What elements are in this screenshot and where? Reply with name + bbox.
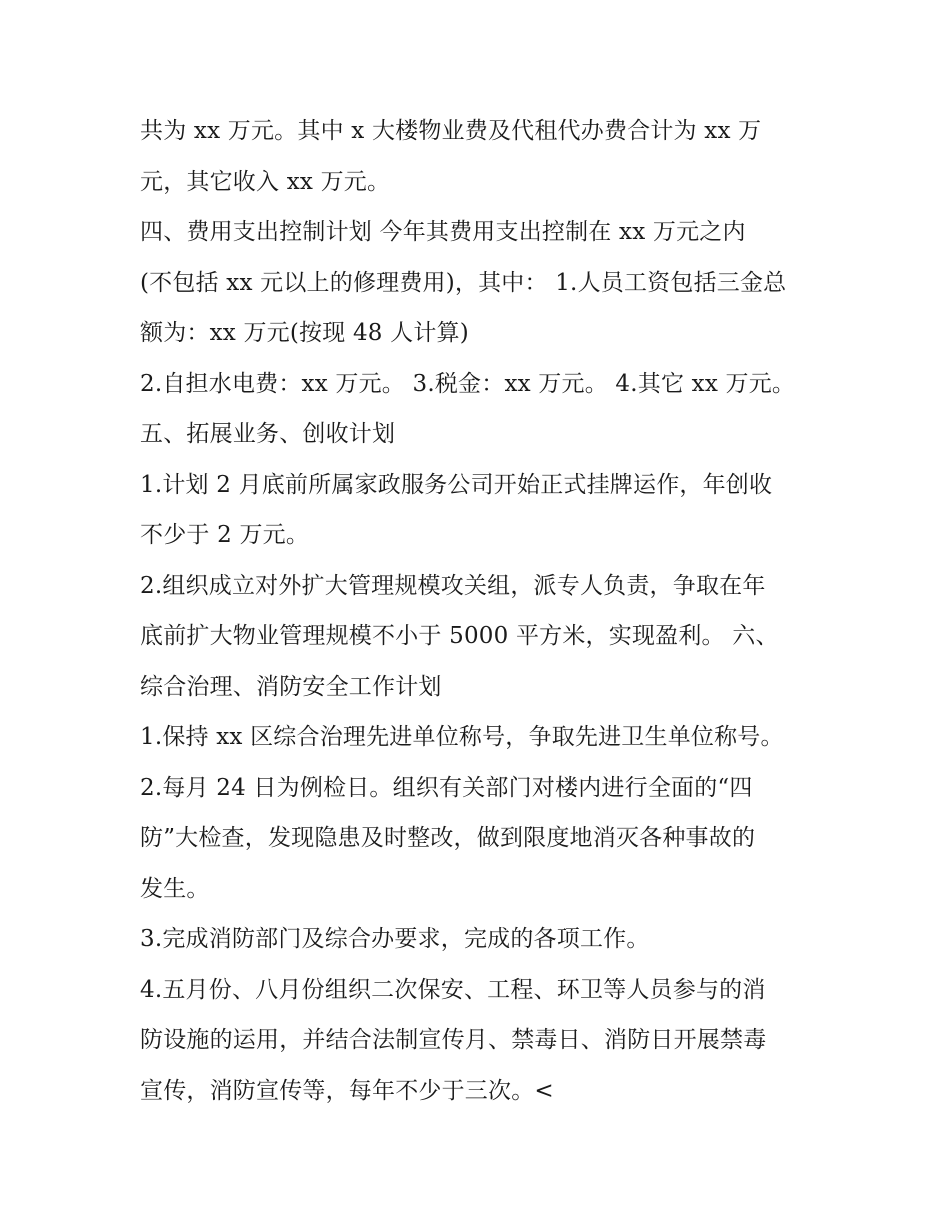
text-line: 3.完成消防部门及综合办要求，完成的各项工作。: [140, 926, 650, 952]
section-heading-line: 综合治理、消防安全工作计划: [140, 673, 442, 700]
text-line: 1.保持 xx 区综合治理先进单位称号，争取先进卫生单位称号。: [140, 724, 784, 750]
text-line: 2.每月 24 日为例检日。组织有关部门对楼内进行全面的“四: [140, 774, 753, 801]
text-line: 2.组织成立对外扩大管理规模攻关组，派专人负责，争取在年: [140, 572, 766, 599]
text-line: (不包括 xx 元以上的修理费用)，其中： 1.人员工资包括三金总: [140, 269, 787, 296]
text-line: 底前扩大物业管理规模不小于 5000 平方米，实现盈利。 六、: [140, 623, 779, 649]
text-line: 宣传，消防宣传等，每年不少于三次。<: [140, 1077, 554, 1104]
text-line: 元，其它收入 xx 万元。: [140, 168, 391, 195]
text-line: 防设施的运用，并结合法制宣传月、禁毒日、消防日开展禁毒: [140, 1027, 767, 1053]
text-line: 发生。: [140, 875, 210, 902]
section-heading-line: 四、费用支出控制计划 今年其费用支出控制在 xx 万元之内: [140, 219, 746, 245]
text-line: 不少于 2 万元。: [140, 522, 310, 548]
text-line: 共为 xx 万元。其中 x 大楼物业费及代租代办费合计为 xx 万: [140, 118, 762, 144]
section-heading-line: 五、拓展业务、创收计划: [140, 421, 396, 447]
text-line: 4.五月份、八月份组织二次保安、工程、环卫等人员参与的消: [140, 976, 766, 1003]
text-line: 2.自担水电费：xx 万元。 3.税金：xx 万元。 4.其它 xx 万元。: [140, 370, 796, 397]
text-line: 防”大检查，发现隐患及时整改，做到限度地消灭各种事故的: [140, 825, 756, 851]
text-line: 1.计划 2 月底前所属家政服务公司开始正式挂牌运作，年创收: [140, 471, 773, 498]
text-line: 额为：xx 万元(按现 48 人计算): [140, 320, 469, 346]
document-body: [140, 106, 820, 1116]
